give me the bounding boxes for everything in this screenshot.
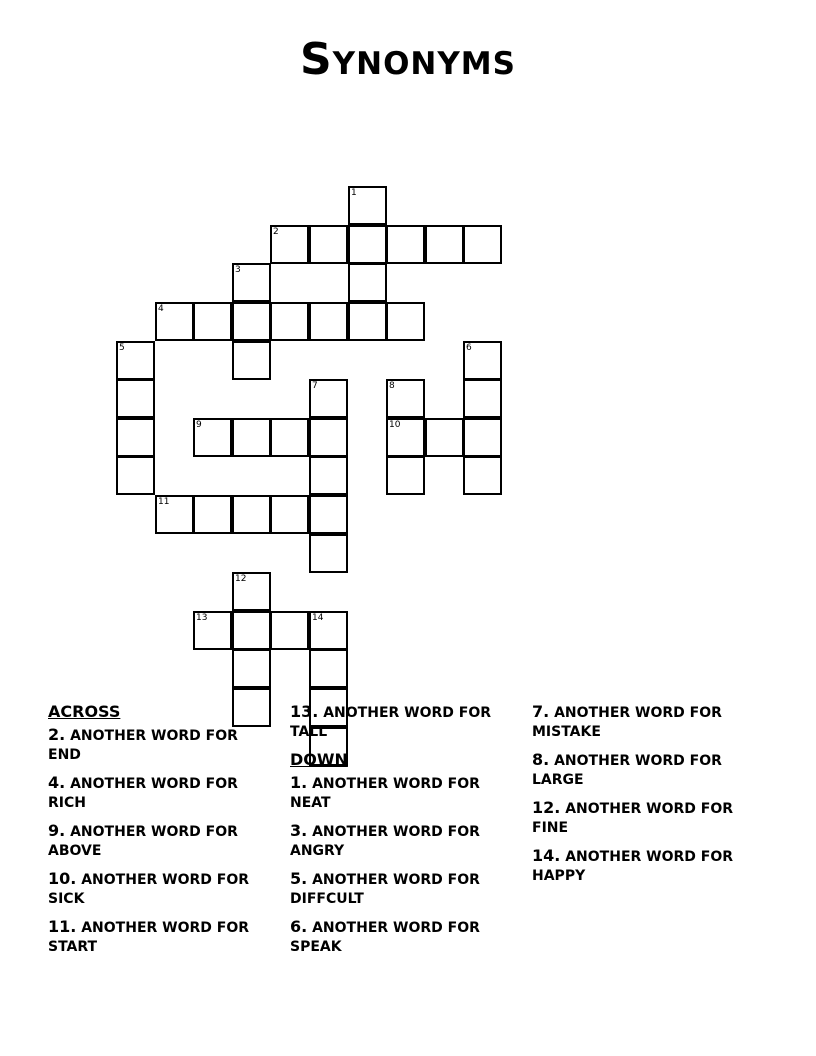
clue-item (48, 821, 273, 861)
grid-cell[interactable] (232, 611, 271, 650)
cell-number: 9 (196, 420, 202, 430)
grid-cell[interactable] (463, 456, 502, 495)
clue-text: ANOTHER WORD FOR RICH (48, 776, 238, 811)
cell-number: 5 (119, 343, 125, 353)
clue-number: 11. (48, 917, 77, 936)
clue-item (290, 773, 515, 813)
clue-text: ANOTHER WORD FOR SPEAK (290, 920, 480, 955)
clue-item (290, 702, 515, 742)
cell-number: 11 (158, 497, 170, 507)
grid-cell[interactable] (348, 186, 387, 225)
grid-cell[interactable] (232, 263, 271, 302)
clue-column-2 (290, 702, 515, 965)
clue-heading-down: DOWN (290, 750, 348, 769)
clue-item (48, 917, 273, 957)
clue-item (532, 798, 757, 838)
cell-number: 12 (235, 574, 247, 584)
page-title: Synonyms (299, 34, 516, 85)
grid-cell[interactable] (270, 302, 309, 341)
grid-cell[interactable] (155, 302, 194, 341)
grid-cell[interactable] (309, 534, 348, 573)
grid-cell[interactable] (386, 418, 425, 457)
grid-cell[interactable] (463, 225, 502, 264)
cell-number: 4 (158, 304, 164, 314)
clue-number: 9. (48, 821, 66, 840)
clue-number: 12. (532, 798, 561, 817)
grid-cell[interactable] (309, 495, 348, 534)
clue-number: 14. (532, 846, 561, 865)
clue-number: 7. (532, 702, 550, 721)
clue-text: ANOTHER WORD FOR HAPPY (532, 849, 734, 884)
clue-text: ANOTHER WORD FOR MISTAKE (532, 705, 722, 740)
cell-number: 7 (312, 381, 318, 391)
grid-cell[interactable] (193, 302, 232, 341)
clue-number: 1. (290, 773, 308, 792)
grid-cell[interactable] (463, 379, 502, 418)
cell-number: 1 (351, 188, 357, 198)
grid-cell[interactable] (270, 225, 309, 264)
clue-text: ANOTHER WORD FOR DIFFCULT (290, 872, 480, 907)
grid-cell[interactable] (193, 495, 232, 534)
cell-number: 3 (235, 265, 241, 275)
clue-text: ANOTHER WORD FOR LARGE (532, 753, 722, 788)
clue-column-1 (48, 702, 273, 965)
grid-cell[interactable] (309, 649, 348, 688)
clue-number: 4. (48, 773, 66, 792)
grid-cell[interactable] (386, 379, 425, 418)
clue-text: ANOTHER WORD FOR ANGRY (290, 824, 480, 859)
clue-text: ANOTHER WORD FOR START (48, 920, 250, 955)
grid-cell[interactable] (155, 495, 194, 534)
grid-cell[interactable] (386, 302, 425, 341)
grid-cell[interactable] (309, 611, 348, 650)
clue-item (290, 869, 515, 909)
grid-cell[interactable] (386, 456, 425, 495)
grid-cell[interactable] (232, 649, 271, 688)
clue-number: 8. (532, 750, 550, 769)
grid-cell[interactable] (348, 302, 387, 341)
clue-item (48, 725, 273, 765)
clue-text: ANOTHER WORD FOR SICK (48, 872, 250, 907)
grid-cell[interactable] (232, 495, 271, 534)
clue-number: 13. (290, 702, 319, 721)
grid-cell[interactable] (463, 418, 502, 457)
grid-cell[interactable] (309, 225, 348, 264)
cell-number: 10 (389, 420, 401, 430)
grid-cell[interactable] (348, 263, 387, 302)
grid-cell[interactable] (425, 225, 464, 264)
grid-cell[interactable] (386, 225, 425, 264)
clue-item (48, 869, 273, 909)
grid-cell[interactable] (116, 418, 155, 457)
clue-text: ANOTHER WORD FOR TALL (290, 705, 492, 740)
clue-text: ANOTHER WORD FOR ABOVE (48, 824, 238, 859)
grid-cell[interactable] (116, 379, 155, 418)
clue-number: 5. (290, 869, 308, 888)
clue-item (532, 702, 757, 742)
grid-cell[interactable] (193, 418, 232, 457)
clue-item (290, 917, 515, 957)
clue-item (290, 821, 515, 861)
cell-number: 13 (196, 613, 208, 623)
grid-cell[interactable] (193, 611, 232, 650)
grid-cell[interactable] (270, 418, 309, 457)
cell-number: 2 (273, 227, 279, 237)
grid-cell[interactable] (232, 418, 271, 457)
grid-cell[interactable] (232, 341, 271, 380)
grid-cell[interactable] (348, 225, 387, 264)
cell-number: 8 (389, 381, 395, 391)
grid-cell[interactable] (232, 302, 271, 341)
clue-heading-across: ACROSS (48, 702, 121, 721)
clue-number: 6. (290, 917, 308, 936)
grid-cell[interactable] (463, 341, 502, 380)
clue-column-3 (532, 702, 757, 894)
clue-text: ANOTHER WORD FOR NEAT (290, 776, 480, 811)
clue-item (48, 773, 273, 813)
grid-cell[interactable] (116, 456, 155, 495)
grid-cell[interactable] (270, 495, 309, 534)
clue-text: ANOTHER WORD FOR END (48, 728, 238, 763)
grid-cell[interactable] (232, 572, 271, 611)
clue-number: 10. (48, 869, 77, 888)
grid-cell[interactable] (309, 302, 348, 341)
clue-item (532, 750, 757, 790)
cell-number: 14 (312, 613, 324, 623)
cell-number: 6 (466, 343, 472, 353)
grid-cell[interactable] (116, 341, 155, 380)
clue-number: 2. (48, 725, 66, 744)
clue-item (532, 846, 757, 886)
grid-cell[interactable] (425, 418, 464, 457)
clue-number: 3. (290, 821, 308, 840)
grid-cell[interactable] (309, 379, 348, 418)
clue-text: ANOTHER WORD FOR FINE (532, 801, 734, 836)
grid-cell[interactable] (309, 456, 348, 495)
grid-cell[interactable] (309, 418, 348, 457)
grid-cell[interactable] (270, 611, 309, 650)
